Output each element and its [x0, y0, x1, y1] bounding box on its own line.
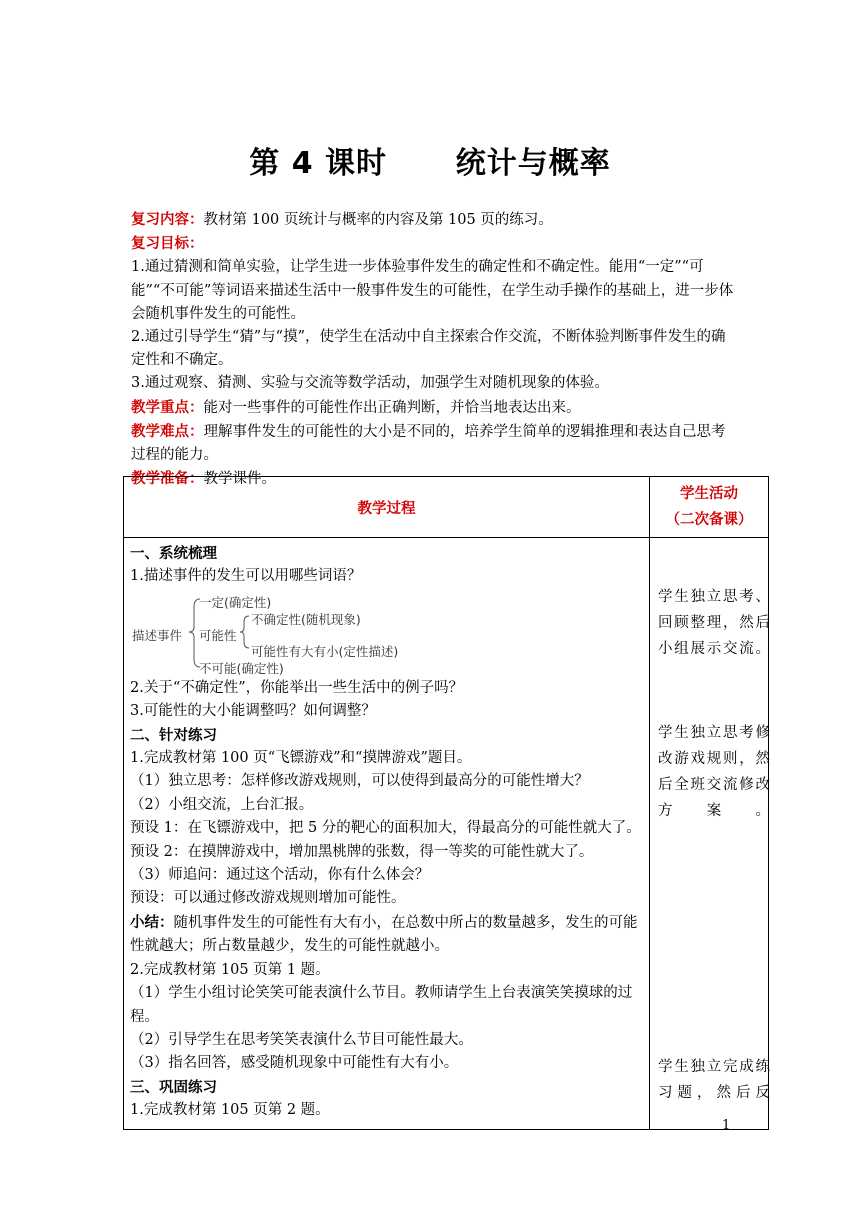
prep-label: 教学准备：	[131, 470, 204, 488]
section-3-line-1: 1.完成教材第 105 页第 2 题。	[130, 1102, 330, 1119]
header-activity-line1: 学生活动	[680, 485, 738, 502]
section-2-line-8: 2.完成教材第 105 页第 1 题。	[130, 961, 330, 978]
table-body-row	[124, 538, 769, 1130]
section-2-line-7: 预设：可以通过修改游戏规则增加可能性。	[130, 890, 406, 907]
activity-2: 学生独立思考修改游戏规则，然后全班交流修改方案。	[658, 725, 770, 819]
section-2-line-1: 1.完成教材第 100 页“飞镖游戏”和“摸牌游戏”题目。	[130, 750, 472, 767]
section-2-line-5: 预设 2：在摸牌游戏中，增加黑桃牌的张数，得一等奖的可能性就大了。	[130, 843, 594, 860]
summary	[130, 911, 643, 959]
section-3-heading: 三、巩固练习	[130, 1078, 217, 1096]
diagram-node-uncertain: 不确定性(随机现象)	[251, 611, 361, 627]
header-activity	[650, 477, 769, 538]
header-process: 教学过程	[124, 477, 650, 538]
section-1-q3: 3.可能性的大小能调整吗？如何调整？	[130, 703, 376, 720]
content-label: 复习内容：	[131, 211, 204, 228]
difficulty-line	[131, 420, 736, 467]
section-2-line-11: （3）指名回答，感受随机现象中可能性有大有小。	[130, 1055, 459, 1072]
section-2-line-6: （3）师追问：通过这个活动，你有什么体会？	[130, 867, 430, 884]
goal-1: 1.通过猜测和简单实验，让学生进一步体验事件发生的确定性和不确定性。能用“一定”“可能”“不可能”等词语来描述生活中一般事件发生的可能性，在学生动手操作的基础上，进一步体会随机事件发生的可能性。	[131, 259, 734, 322]
section-1-q2: 2.关于“不确定性”，你能举出一些生活中的例子吗？	[130, 679, 464, 696]
lesson-table	[123, 476, 769, 1130]
key-point-label: 教学重点：	[131, 398, 204, 416]
activity-1: 学生独立思考、回顾整理，然后小组展示交流。	[658, 589, 770, 657]
summary-text: 随机事件发生的可能性有大有小，在总数中所占的数量越多，发生的可能性就越大；所占数量越少，发生的可能性就越小。	[130, 914, 638, 955]
diagram-root: 描述事件	[132, 627, 183, 643]
page-title: 第 4 课时 统计与概率	[249, 146, 611, 181]
header-activity-line2: （二次备课）	[665, 511, 753, 528]
diagram-node-possible: 可能性	[199, 627, 237, 643]
lesson-intro	[131, 208, 736, 491]
activity-cell	[650, 538, 769, 1130]
difficulty-text: 理解事件发生的可能性的大小是不同的，培养学生简单的逻辑推理和表达自己思考过程的能力。	[131, 423, 726, 464]
section-2-line-2: （1）独立思考：怎样修改游戏规则，可以使得到最高分的可能性增大？	[130, 773, 589, 790]
section-1-heading: 一、系统梳理	[130, 545, 217, 562]
diagram-node-certain: 一定(确定性)	[199, 594, 272, 610]
prep-text: 教学课件。	[203, 471, 276, 488]
goals-label: 复习目标：	[131, 235, 204, 253]
goal-3: 3.通过观察、猜测、实验与交流等数学活动，加强学生对随机现象的体验。	[131, 375, 609, 392]
section-1-q1: 1.描述事件的发生可以用哪些词语？	[130, 568, 362, 585]
content-text: 教材第 100 页统计与概率的内容及第 105 页的练习。	[203, 212, 553, 228]
activity-3: 学生独立完成练习题，然后反	[658, 1059, 770, 1101]
diagram-node-varying: 可能性有大有小(定性描述)	[251, 643, 399, 659]
key-point-text: 能对一些事件的可能性作出正确判断，并恰当地表达出来。	[203, 399, 581, 416]
key-point-line	[131, 396, 736, 420]
summary-label: 小结：	[130, 913, 174, 931]
difficulty-label: 教学难点：	[131, 422, 204, 440]
section-2-line-3: （2）小组交流，上台汇报。	[130, 796, 314, 813]
diagram-node-impossible: 不可能(确定性)	[199, 660, 284, 676]
section-2-line-10: （2）引导学生在思考笑笑表演什么节目可能性最大。	[130, 1031, 473, 1048]
section-2-heading: 二、针对练习	[130, 726, 217, 744]
process-cell	[124, 538, 650, 1130]
goals-label-line	[131, 232, 736, 256]
page-number: 1	[722, 1118, 731, 1133]
section-2-line-9: （1）学生小组讨论笑笑可能表演什么节目。教师请学生上台表演笑笑摸球的过程。	[130, 985, 633, 1025]
goal-2: 2.通过引导学生“猜”与“摸”，使学生在活动中自主探索合作交流，不断体验判断事件发生的确定性和不确定。	[131, 329, 726, 369]
table-header-row	[124, 477, 769, 538]
content-line	[131, 208, 736, 232]
event-description-diagram	[130, 591, 643, 676]
section-2-line-4: 预设 1：在飞镖游戏中，把 5 分的靶心的面积加大，得最高分的可能性就大了。	[130, 820, 641, 837]
